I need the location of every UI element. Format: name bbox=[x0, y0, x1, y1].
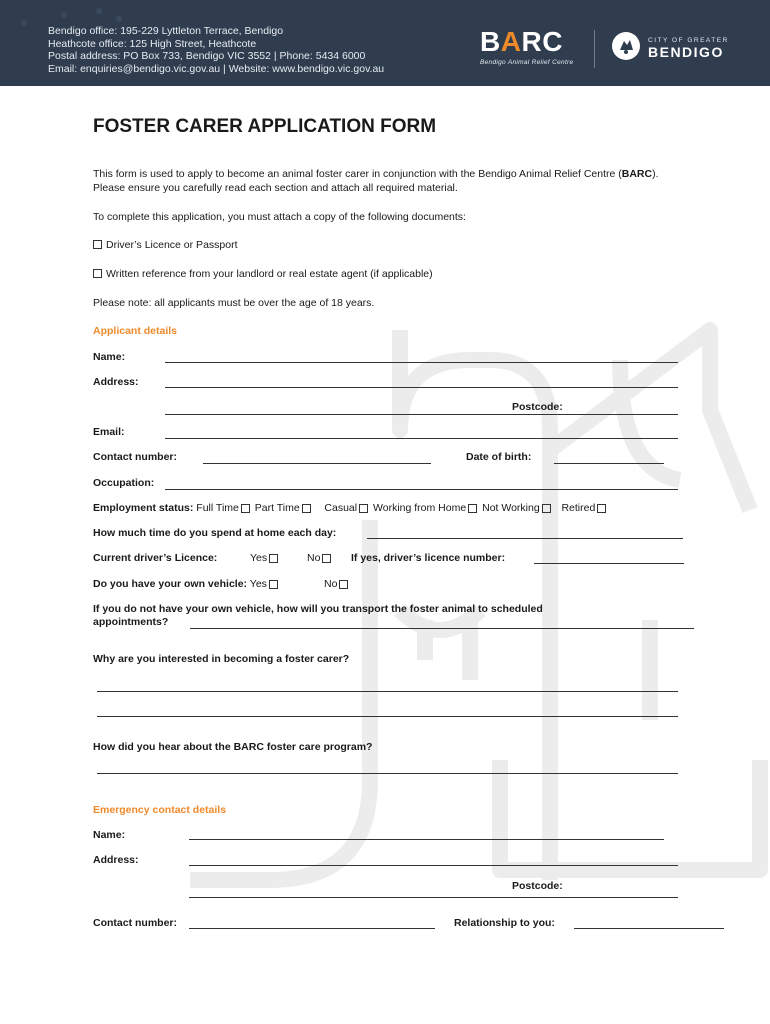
city-seal-icon bbox=[612, 32, 640, 60]
intro-paragraph bbox=[93, 167, 693, 195]
licence-yes-checkbox[interactable] bbox=[269, 554, 278, 563]
email-field[interactable] bbox=[165, 438, 678, 439]
emergency-address-field-line2[interactable] bbox=[189, 897, 678, 898]
attach-note: To complete this application, you must attach a copy of the following documents: bbox=[93, 211, 466, 223]
hear-about-field[interactable] bbox=[97, 773, 678, 774]
paw-print-icon: ● bbox=[95, 2, 104, 18]
emergency-contact-label: Contact number: bbox=[93, 917, 177, 929]
licence-number-field[interactable] bbox=[534, 563, 684, 564]
emp-home-label: Working from Home bbox=[373, 502, 467, 514]
contact-number-field[interactable] bbox=[203, 463, 431, 464]
full-time-checkbox[interactable] bbox=[241, 504, 250, 513]
vehicle-no bbox=[324, 578, 350, 590]
licence-no-checkbox[interactable] bbox=[322, 554, 331, 563]
employment-status-label: Employment status: bbox=[93, 502, 194, 514]
employment-status-row bbox=[93, 502, 608, 514]
city-of-greater: CITY OF GREATER bbox=[648, 37, 729, 44]
vehicle-yes-checkbox[interactable] bbox=[269, 580, 278, 589]
doc-item-label: Written reference from your landlord or real estate agent (if applicable) bbox=[106, 268, 433, 280]
intro-barc: BARC bbox=[621, 168, 653, 180]
relationship-field[interactable] bbox=[574, 928, 724, 929]
hear-about-question: How did you hear about the BARC foster care program? bbox=[93, 741, 373, 753]
why-foster-field-line2[interactable] bbox=[97, 716, 678, 717]
licence-doc-checkbox[interactable] bbox=[93, 240, 102, 249]
intro-text-end: ). Please ensure you carefully read each section and attach all required material. bbox=[93, 168, 659, 194]
emergency-postcode-label: Postcode: bbox=[512, 880, 563, 892]
reference-doc-checkbox[interactable] bbox=[93, 269, 102, 278]
paw-print-icon: ● bbox=[20, 14, 29, 30]
contact-number-label: Contact number: bbox=[93, 451, 177, 463]
transport-question: If you do not have your own vehicle, how will you transport the foster animal to scheduled bbox=[93, 603, 543, 615]
emp-casual-label: Casual bbox=[324, 502, 358, 514]
postcode-label: Postcode: bbox=[512, 401, 563, 413]
vehicle-no-label: No bbox=[324, 578, 338, 590]
vehicle-row bbox=[93, 578, 280, 590]
licence-yes-label: Yes bbox=[250, 552, 268, 564]
why-foster-question: Why are you interested in becoming a foster carer? bbox=[93, 653, 350, 665]
licence-label: Current driver’s Licence: bbox=[93, 552, 218, 564]
emergency-name-label: Name: bbox=[93, 829, 126, 841]
doc-item-licence bbox=[93, 238, 238, 252]
part-time-checkbox[interactable] bbox=[302, 504, 311, 513]
postal-address: Postal address: PO Box 733, Bendigo VIC 3552 | Phone: 5434 6000 bbox=[48, 50, 366, 62]
city-name: BENDIGO bbox=[648, 44, 724, 60]
name-field[interactable] bbox=[165, 362, 678, 363]
address-field[interactable] bbox=[165, 387, 678, 388]
occupation-field[interactable] bbox=[165, 489, 678, 490]
address-label: Address: bbox=[93, 376, 139, 388]
logo-divider bbox=[594, 30, 595, 68]
emergency-contact-field[interactable] bbox=[189, 928, 435, 929]
applicant-details-heading: Applicant details bbox=[93, 325, 178, 337]
age-note: Please note: all applicants must be over the age of 18 years. bbox=[93, 297, 375, 309]
barc-logo-word: BARC bbox=[480, 26, 563, 57]
doc-item-label: Driver’s Licence or Passport bbox=[106, 239, 238, 251]
name-label: Name: bbox=[93, 351, 126, 363]
address-field-line2[interactable] bbox=[165, 414, 678, 415]
paw-print-icon: ● bbox=[60, 6, 69, 22]
dob-label: Date of birth: bbox=[466, 451, 532, 463]
intro-text: This form is used to apply to become an animal foster carer in conjunction with the Bendigo Animal Relief Centre ( bbox=[93, 168, 622, 180]
emergency-name-field[interactable] bbox=[189, 839, 664, 840]
transport-field[interactable] bbox=[190, 628, 694, 629]
paw-print-icon: ● bbox=[115, 10, 124, 26]
email-label: Email: bbox=[93, 426, 125, 438]
why-foster-field[interactable] bbox=[97, 691, 678, 692]
time-home-label: How much time do you spend at home each day: bbox=[93, 527, 337, 539]
vehicle-label: Do you have your own vehicle: bbox=[93, 578, 248, 590]
emp-not-label: Not Working bbox=[482, 502, 540, 514]
vehicle-no-checkbox[interactable] bbox=[339, 580, 348, 589]
emergency-address-field[interactable] bbox=[189, 865, 678, 866]
letterhead bbox=[0, 0, 770, 86]
vehicle-yes-label: Yes bbox=[249, 578, 267, 590]
emp-full-label: Full Time bbox=[196, 502, 239, 514]
relationship-label: Relationship to you: bbox=[454, 917, 555, 929]
casual-checkbox[interactable] bbox=[359, 504, 368, 513]
licence-no-label: No bbox=[307, 552, 321, 564]
contact-info bbox=[48, 25, 384, 75]
licence-number-label: If yes, driver’s licence number: bbox=[351, 552, 506, 564]
doc-item-reference bbox=[93, 267, 433, 281]
emp-retired-label: Retired bbox=[561, 502, 596, 514]
emergency-address-label: Address: bbox=[93, 854, 139, 866]
working-from-home-checkbox[interactable] bbox=[468, 504, 477, 513]
time-home-field[interactable] bbox=[367, 538, 683, 539]
emp-part-label: Part Time bbox=[254, 502, 300, 514]
emergency-contact-heading: Emergency contact details bbox=[93, 804, 227, 816]
not-working-checkbox[interactable] bbox=[542, 504, 551, 513]
occupation-label: Occupation: bbox=[93, 477, 155, 489]
licence-no bbox=[307, 552, 333, 564]
retired-checkbox[interactable] bbox=[597, 504, 606, 513]
licence-yes bbox=[250, 552, 280, 564]
form-title: FOSTER CARER APPLICATION FORM bbox=[93, 116, 437, 137]
transport-question-cont: appointments? bbox=[93, 616, 169, 628]
barc-logo bbox=[480, 28, 573, 66]
email-website: Email: enquiries@bendigo.vic.gov.au | Website: www.bendigo.vic.gov.au bbox=[48, 62, 385, 75]
bendigo-office: Bendigo office: 195-229 Lyttleton Terrace, Bendigo bbox=[48, 25, 284, 37]
heathcote-office: Heathcote office: 125 High Street, Heathcote bbox=[48, 37, 257, 50]
barc-tagline: Bendigo Animal Relief Centre bbox=[480, 59, 574, 66]
dob-field[interactable] bbox=[554, 463, 664, 464]
